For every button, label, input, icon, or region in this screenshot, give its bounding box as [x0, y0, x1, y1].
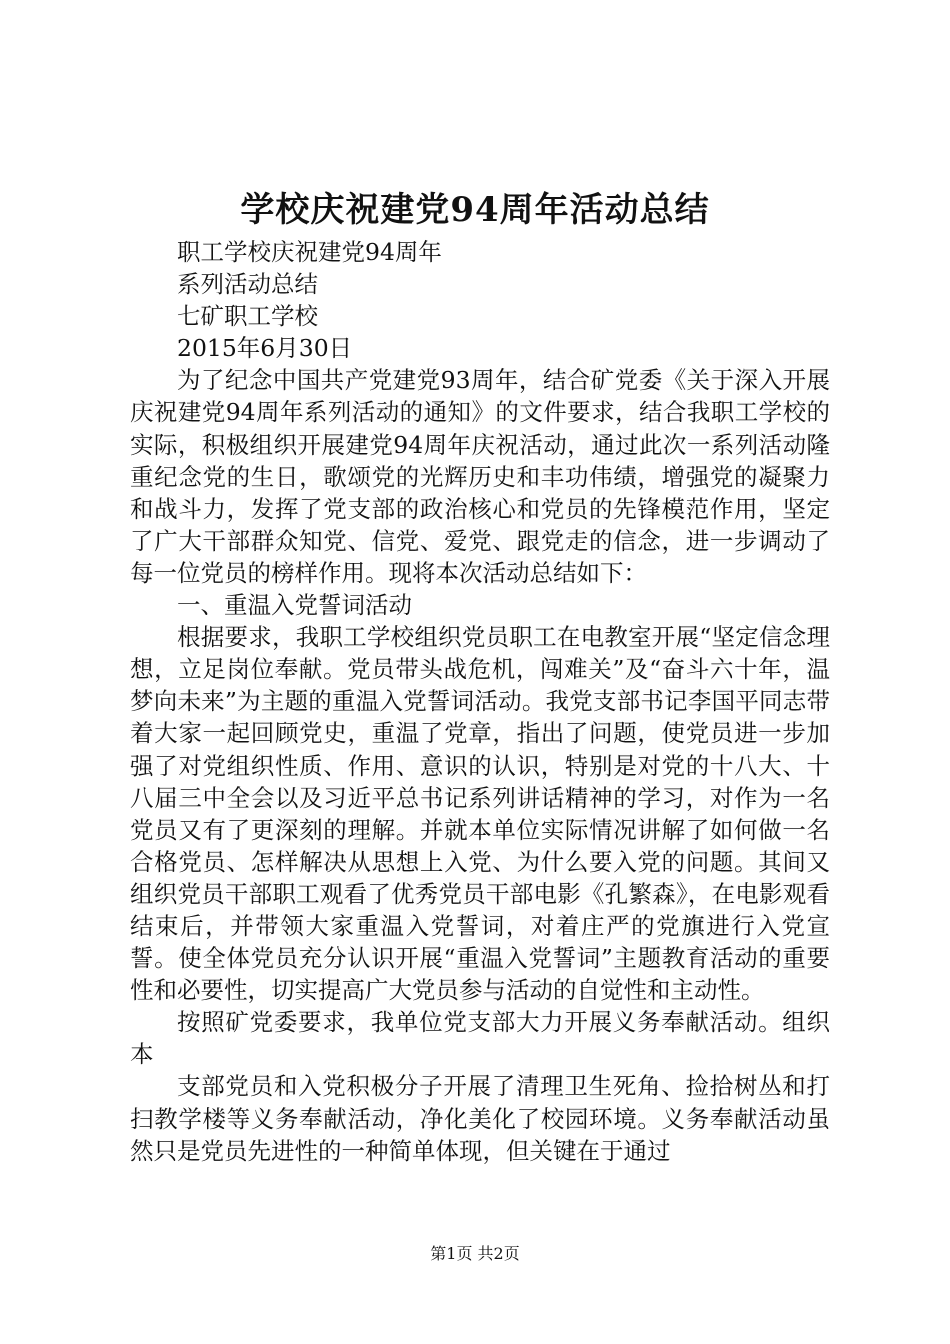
- paragraph-date: 2015年6月30日: [177, 334, 353, 363]
- paragraph-intro: 为了纪念中国共产党建党93周年，结合矿党委《关于深入开展庆祝建党94周年系列活动的通知》的文件要求，结合我职工学校的实际，积极组织开展建党94周年庆祝活动，通过此次一系列活动隆重纪念党的生日，歌颂党的光辉历史和丰功伟绩，增强党的凝聚力和战斗力，发挥了党支部的政治核心和党员的先锋模范作用，坚定了广大干部群众知党、信党、爱党、跟党走的信念，进一步调动了每一位党员的榜样作用。现将本次活动总结如下：: [130, 366, 830, 587]
- section-heading-1: 一、重温入党誓词活动: [177, 591, 412, 620]
- paragraph-volunteer-1: 按照矿党委要求，我单位党支部大力开展义务奉献活动。组织本: [130, 1008, 830, 1069]
- paragraph-organization: 七矿职工学校: [177, 302, 318, 331]
- document-body: [130, 236, 830, 1167]
- page-footer: 第1页 共2页: [430, 1244, 520, 1263]
- paragraph-volunteer-2: 支部党员和入党积极分子开展了清理卫生死角、捡拾树丛和打扫教学楼等义务奉献活动，净化美化了校园环境。义务奉献活动虽然只是党员先进性的一种简单体现，但关键在于通过: [130, 1072, 830, 1165]
- paragraph-subtitle-line-2: 系列活动总结: [177, 270, 318, 299]
- paragraph-subtitle-line-1: 职工学校庆祝建党94周年: [177, 238, 442, 266]
- paragraph-section-1: 根据要求，我职工学校组织党员职工在电教室开展“坚定信念理想，立足岗位奉献。党员带头战危机，闯难关”及“奋斗六十年，温梦向未来”为主题的重温入党誓词活动。我党支部书记李国平同志带着大家一起回顾党史，重温了党章，指出了问题，使党员进一步加强了对党组织性质、作用、意识的认识，特别是对党的十八大、十八届三中全会以及习近平总书记系列讲话精神的学习，对作为一名党员又有了更深刻的理解。并就本单位实际情况讲解了如何做一名合格党员、怎样解决从思想上入党、为什么要入党的问题。其间又组织党员干部职工观看了优秀党员干部电影《孔繁森》，在电影观看结束后，并带领大家重温入党誓词，对着庄严的党旗进行入党宣誓。使全体党员充分认识开展“重温入党誓词”主题教育活动的重要性和必要性，切实提高广大党员参与活动的自觉性和主动性。: [130, 623, 830, 1005]
- document-title: 学校庆祝建党94周年活动总结: [240, 190, 710, 230]
